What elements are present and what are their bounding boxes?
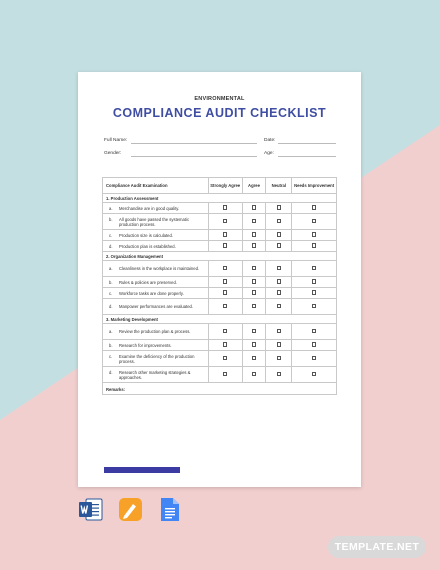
table-row [103,230,337,241]
item-text: Production size is calculated. [119,232,173,238]
item-letter: b. [109,216,113,222]
item-cell [103,203,209,214]
item-text: All goods have passed the systematic production process. [119,216,190,227]
checkbox-cell [208,340,242,351]
col-header-neutral: Neutral [266,178,292,194]
checkbox-needs-improvement[interactable] [312,219,317,224]
checkbox-cell [242,277,266,288]
checkbox-cell [292,324,337,340]
checkbox-cell [242,214,266,230]
item-text: Merchandise are in good quality. [119,205,180,211]
checkbox-cell [242,299,266,315]
remarks-label: Remarks: [103,383,337,395]
item-cell [103,367,209,383]
download-bar[interactable] [104,467,180,473]
checkbox-neutral[interactable] [277,219,282,224]
checkbox-cell [266,367,292,383]
item-cell [103,241,209,252]
col-header-strongly-agree: Strongly Agree [208,178,242,194]
checkbox-cell [208,277,242,288]
checkbox-agree[interactable] [252,266,257,271]
checkbox-cell [292,214,337,230]
age-label: Age: [264,151,274,156]
checkbox-neutral[interactable] [277,279,282,284]
checkbox-strongly-agree[interactable] [223,329,228,334]
checkbox-cell [266,340,292,351]
item-cell [103,277,209,288]
checkbox-neutral[interactable] [277,356,282,361]
item-cell [103,340,209,351]
checkbox-cell [242,230,266,241]
checkbox-cell [266,214,292,230]
item-letter: d. [109,243,113,249]
date-label: Date: [264,138,276,143]
full-name-field [104,138,127,143]
item-text: Review the production plan & process. [119,329,191,334]
item-letter: c. [109,232,113,238]
item-letter: c. [109,290,113,296]
checkbox-cell [242,367,266,383]
item-cell [103,299,209,315]
checkbox-needs-improvement[interactable] [312,356,317,361]
checkbox-cell [208,261,242,277]
checkbox-agree[interactable] [252,219,257,224]
table-row [103,203,337,214]
google-docs-icon[interactable] [160,497,180,522]
checkbox-neutral[interactable] [277,304,282,309]
checkbox-needs-improvement[interactable] [312,232,317,237]
checkbox-neutral[interactable] [277,266,282,271]
checkbox-neutral[interactable] [277,372,282,377]
checkbox-cell [266,299,292,315]
checkbox-agree[interactable] [252,304,257,309]
checkbox-agree[interactable] [252,329,257,334]
table-row [103,261,337,277]
checkbox-strongly-agree[interactable] [223,290,228,295]
section-row [103,194,337,203]
checkbox-cell [292,299,337,315]
item-text: Research for improvements. [119,342,172,348]
remarks-row [103,383,337,395]
checkbox-agree[interactable] [252,279,257,284]
section-row [103,315,337,324]
checklist-document [78,72,361,487]
table-row [103,351,337,367]
checkbox-agree[interactable] [252,205,257,210]
checkbox-cell [242,241,266,252]
checkbox-neutral[interactable] [277,342,282,347]
table-row [103,214,337,230]
checkbox-strongly-agree[interactable] [223,279,228,284]
checkbox-cell [292,261,337,277]
item-text: Production plan is established. [119,243,176,249]
item-letter: a. [109,205,113,211]
item-text: Cleanliness in the workplace is maintained. [119,266,200,271]
checkbox-agree[interactable] [252,356,257,361]
item-cell [103,351,209,367]
item-letter: d. [109,369,113,375]
table-row [103,324,337,340]
item-text: Examine the deficiency of the production process. [119,353,195,364]
checkbox-cell [208,324,242,340]
item-cell [103,324,209,340]
table-row [103,340,337,351]
table-row [103,367,337,383]
checkbox-cell [208,203,242,214]
checkbox-agree[interactable] [252,290,257,295]
item-letter: b. [109,279,113,285]
checkbox-needs-improvement[interactable] [312,205,317,210]
checkbox-cell [292,277,337,288]
checkbox-cell [292,230,337,241]
checkbox-strongly-agree[interactable] [223,243,228,248]
gender-label: Gender: [104,151,122,156]
checkbox-strongly-agree[interactable] [223,266,228,271]
full-name-label: Full Name: [104,138,128,143]
checkbox-cell [242,351,266,367]
table-row [103,241,337,252]
date-field [264,138,275,143]
template-net-watermark: TEMPLATE.NET [328,536,426,558]
checkbox-cell [208,241,242,252]
checkbox-cell [292,351,337,367]
document-title: COMPLIANCE AUDIT CHECKLIST [112,106,327,120]
item-letter: d. [109,304,113,309]
audit-table [102,177,337,395]
checkbox-cell [266,203,292,214]
col-header-agree: Agree [242,178,266,194]
checkbox-cell [208,299,242,315]
item-letter: c. [109,353,113,359]
table-row [103,299,337,315]
checkbox-cell [242,324,266,340]
checkbox-cell [266,288,292,299]
checkbox-cell [208,288,242,299]
checkbox-cell [242,340,266,351]
document-subtitle: ENVIRONMENTAL [194,96,245,102]
col-header-examination: Compliance Audit Examination [103,178,209,194]
checkbox-cell [292,340,337,351]
checkbox-needs-improvement[interactable] [312,290,317,295]
checkbox-strongly-agree[interactable] [223,232,228,237]
checkbox-cell [242,203,266,214]
item-cell [103,230,209,241]
checkbox-strongly-agree[interactable] [223,304,228,309]
section-title: 3. Marketing Development [103,315,337,324]
gender-field [104,151,121,156]
checkbox-strongly-agree[interactable] [223,219,228,224]
section-title: 2. Organization Management [103,252,337,261]
checkbox-cell [266,230,292,241]
checkbox-needs-improvement[interactable] [312,372,317,377]
checkbox-cell [266,241,292,252]
item-text: Research other marketing strategies & approaches. [119,369,191,380]
checkbox-cell [292,241,337,252]
item-letter: a. [109,266,113,271]
checkbox-needs-improvement[interactable] [312,279,317,284]
table-row [103,288,337,299]
checkbox-cell [292,367,337,383]
table-row [103,277,337,288]
item-cell [103,214,209,230]
checkbox-cell [266,324,292,340]
checkbox-cell [266,277,292,288]
checkbox-cell [242,261,266,277]
checkbox-cell [208,351,242,367]
item-cell [103,261,209,277]
pages-icon[interactable] [118,497,143,522]
checkbox-strongly-agree[interactable] [223,342,228,347]
checkbox-needs-improvement[interactable] [312,329,317,334]
checkbox-needs-improvement[interactable] [312,342,317,347]
checkbox-needs-improvement[interactable] [312,266,317,271]
section-row [103,252,337,261]
item-text: Rules & policies are preserved. [119,279,177,285]
checkbox-needs-improvement[interactable] [312,243,317,248]
checkbox-neutral[interactable] [277,329,282,334]
item-letter: a. [109,329,113,334]
checkbox-agree[interactable] [252,342,257,347]
table-header-row [103,178,337,194]
checkbox-cell [266,351,292,367]
checkbox-agree[interactable] [252,243,257,248]
item-text: Workforce tasks are done properly. [119,290,184,296]
checkbox-strongly-agree[interactable] [223,356,228,361]
col-header-needs-improvement: Needs Improvement [292,178,337,194]
checkbox-agree[interactable] [252,372,257,377]
checkbox-cell [208,367,242,383]
item-text: Manpower performances are evaluated. [119,304,194,309]
checkbox-neutral[interactable] [277,290,282,295]
checkbox-strongly-agree[interactable] [223,372,228,377]
checkbox-neutral[interactable] [277,232,282,237]
checkbox-cell [208,230,242,241]
checkbox-cell [208,214,242,230]
checkbox-neutral[interactable] [277,243,282,248]
age-field [264,151,274,156]
item-cell [103,288,209,299]
checkbox-needs-improvement[interactable] [312,304,317,309]
checkbox-agree[interactable] [252,232,257,237]
word-icon[interactable] [78,497,103,522]
checkbox-cell [292,203,337,214]
checkbox-cell [292,288,337,299]
checkbox-cell [242,288,266,299]
checkbox-neutral[interactable] [277,205,282,210]
section-title: 1. Production Assessment [103,194,337,203]
checkbox-strongly-agree[interactable] [223,205,228,210]
checkbox-cell [266,261,292,277]
item-letter: b. [109,342,113,348]
